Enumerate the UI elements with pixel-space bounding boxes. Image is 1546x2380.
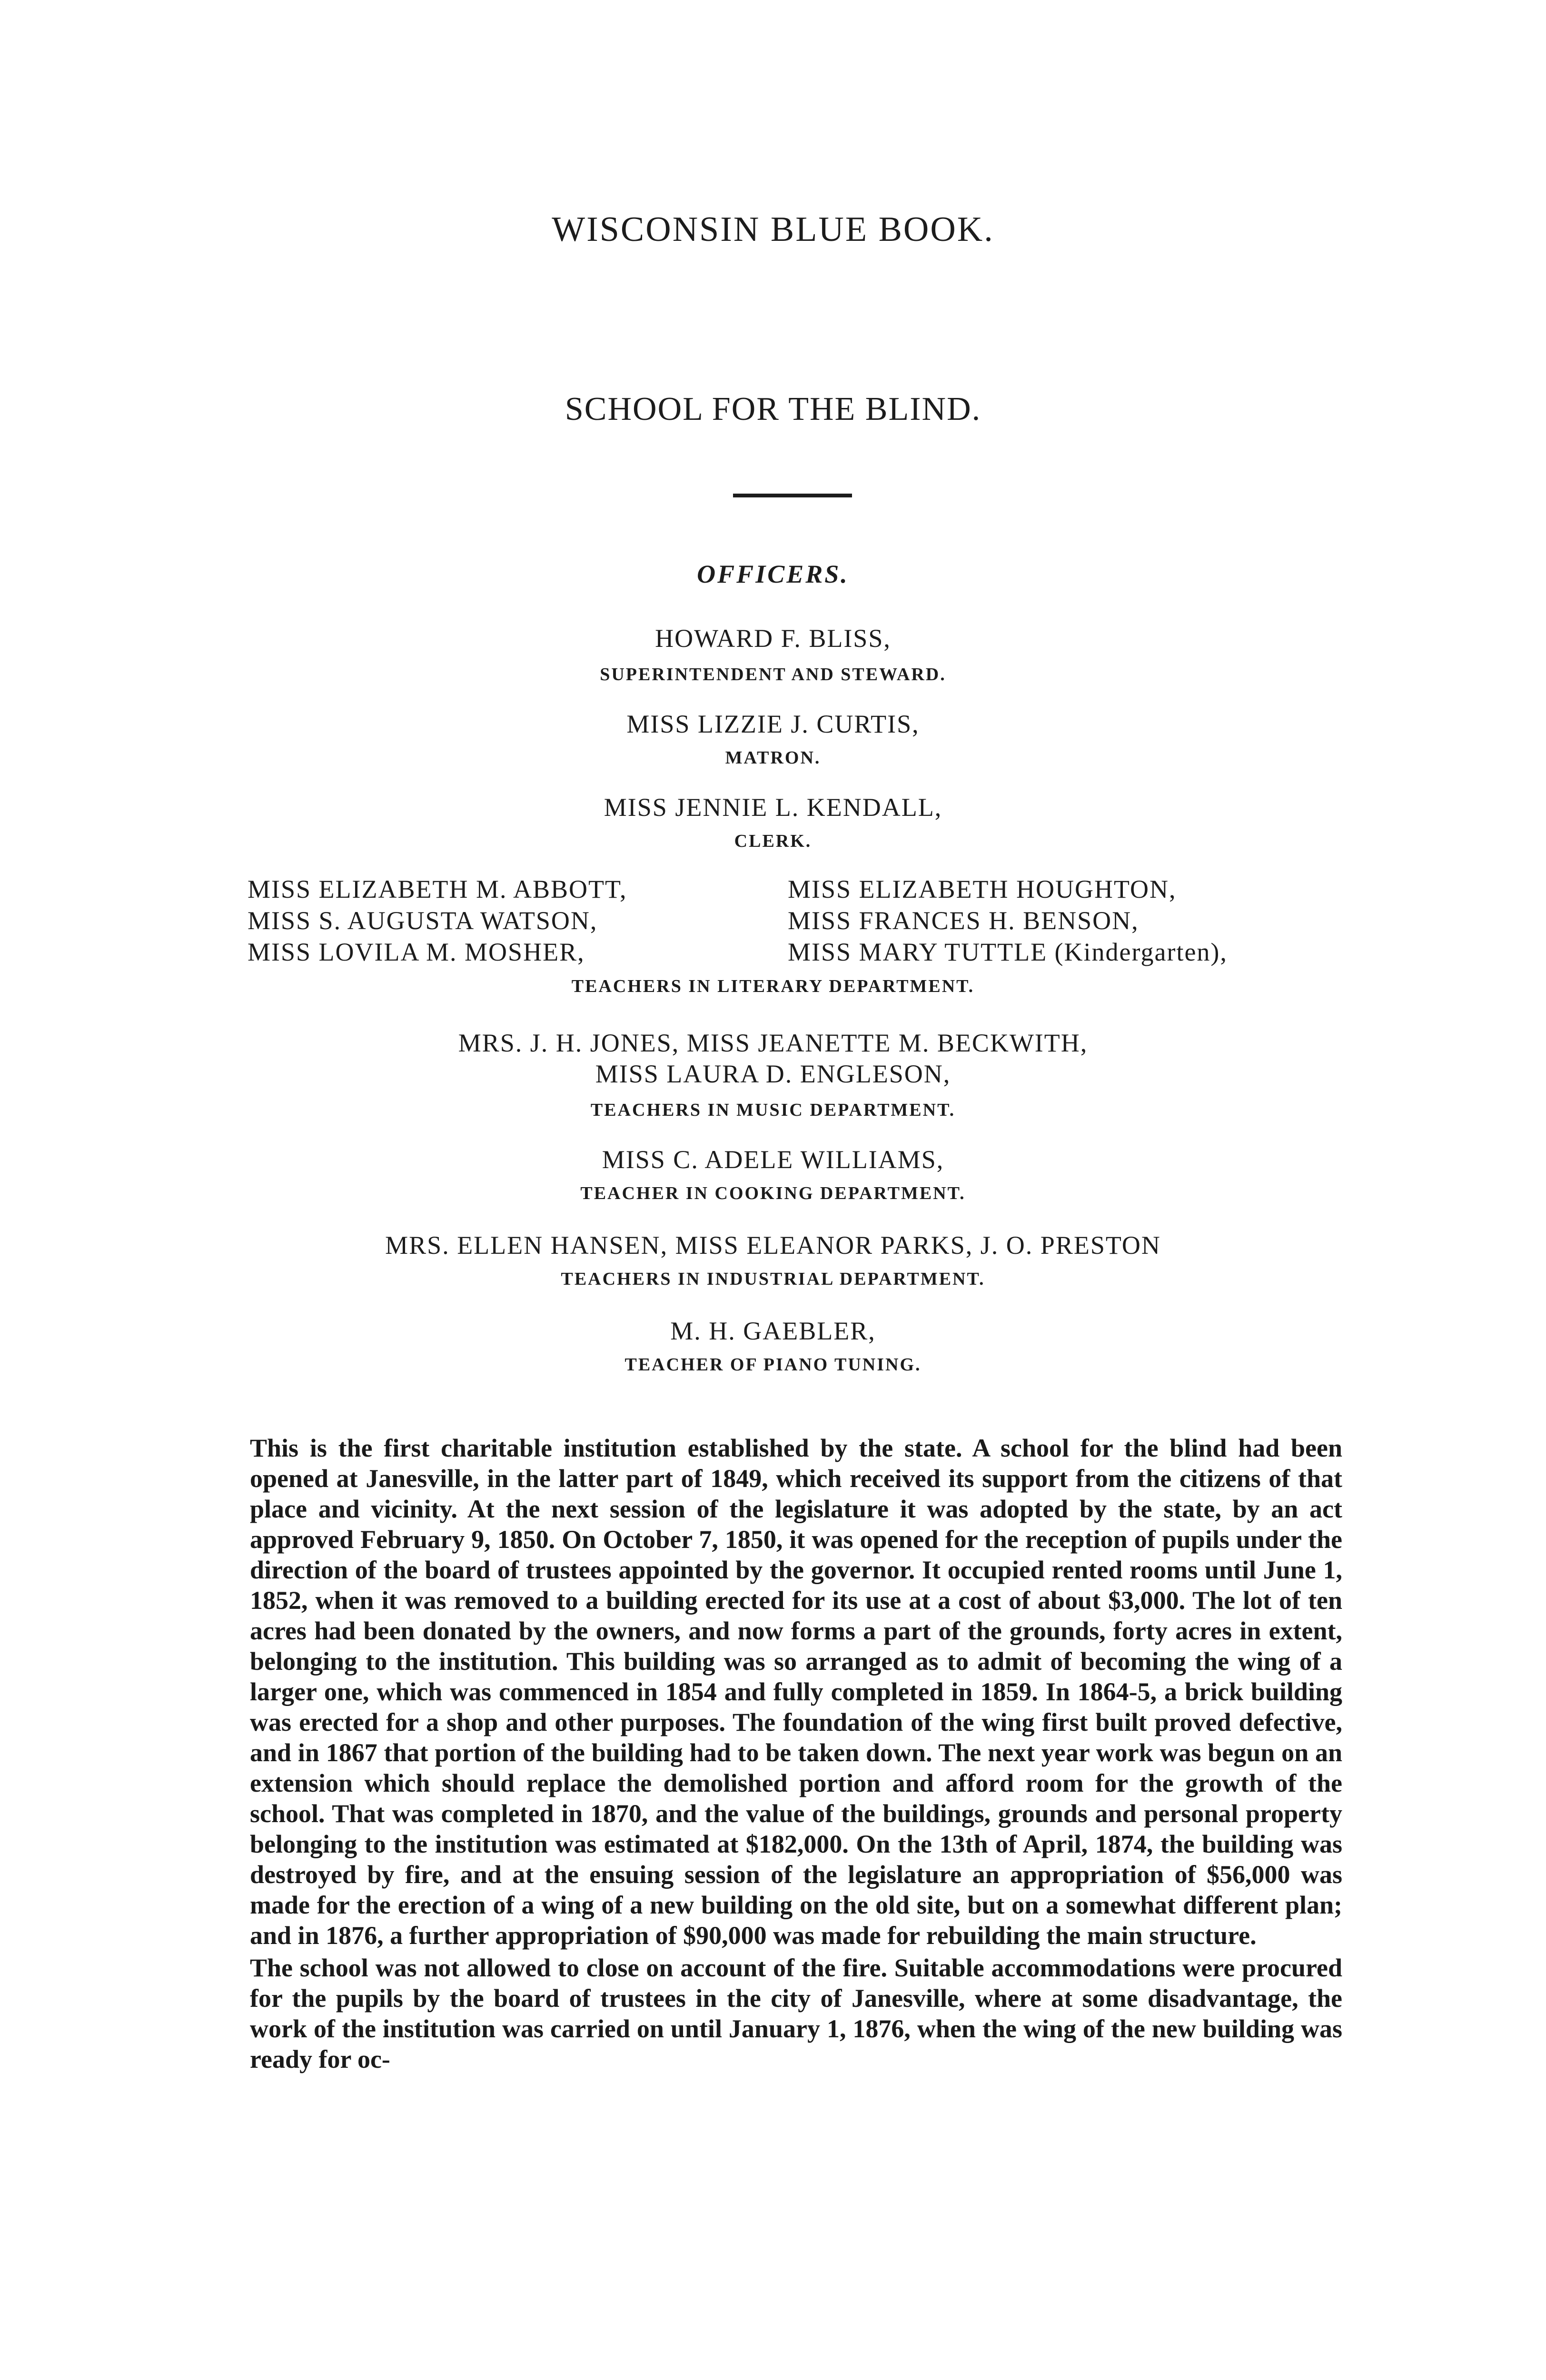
- music-teachers-line-1: MRS. J. H. JONES, MISS JEANETTE M. BECKWITH,: [458, 1029, 1088, 1057]
- officer-name: MISS LIZZIE J. CURTIS,: [626, 710, 920, 738]
- body-text: [250, 1433, 1342, 2074]
- officers-heading: OFFICERS.: [697, 560, 849, 588]
- industrial-teachers-role: TEACHERS IN INDUSTRIAL DEPARTMENT.: [561, 1269, 985, 1289]
- officer-role: MATRON.: [725, 748, 821, 768]
- teacher-name: MISS ELIZABETH M. ABBOTT,: [248, 875, 627, 903]
- cooking-teacher-role: TEACHER IN COOKING DEPARTMENT.: [580, 1183, 966, 1203]
- paragraph: The school was not allowed to close on account of the fire. Suitable accommodations were procured for the pupils by the board of trustees in the city of Janesville, where at some disadvantage, the work of the institution was carried on until January 1, 1876, when the wing of the new building was ready for oc-: [250, 1954, 1342, 2073]
- officer-name: MISS JENNIE L. KENDALL,: [604, 793, 942, 822]
- title-rule: [733, 494, 852, 497]
- officer-role: CLERK.: [734, 831, 812, 851]
- teacher-name: MISS LOVILA M. MOSHER,: [248, 938, 585, 966]
- cooking-teacher-name: MISS C. ADELE WILLIAMS,: [602, 1145, 944, 1174]
- literary-teachers-role: TEACHERS IN LITERARY DEPARTMENT.: [571, 976, 975, 996]
- teacher-name: MISS FRANCES H. BENSON,: [788, 906, 1139, 935]
- paragraph: This is the first charitable institution established by the state. A school for the blind had been opened at Janesville, in the latter part of 1849, which received its support from the citizens of that place and vicinity. At the next session of the legislature it was adopted by the state, by an act approved February 9, 1850. On October 7, 1850, it was opened for the reception of pupils under the direction of the board of trustees appointed by the governor. It occupied rented rooms until June 1, 1852, when it was removed to a building erected for its use at a cost of about $3,000. The lot of ten acres had been donated by the owners, and now forms a part of the grounds, forty acres in extent, belonging to the institution. This building was so arranged as to admit of becoming the wing of a larger one, which was commenced in 1854 and fully completed in 1859. In 1864-5, a brick building was erected for a shop and other purposes. The foundation of the wing first built proved defective, and in 1867 that portion of the building had to be taken down. The next year work was begun on an extension which should replace the demolished portion and afford room for the growth of the school. That was completed in 1870, and the value of the buildings, grounds and personal property belonging to the institution was estimated at $182,000. On the 13th of April, 1874, the building was destroyed by fire, and at the ensuing session of the legislature an appropriation of $56,000 was made for the erection of a wing of a new building on the old site, but on a somewhat different plan; and in 1876, a further appropriation of $90,000 was made for rebuilding the main structure.: [250, 1434, 1342, 1950]
- officer-name: HOWARD F. BLISS,: [655, 624, 891, 653]
- music-teachers-line-2: MISS LAURA D. ENGLESON,: [595, 1060, 951, 1088]
- teacher-name: MISS MARY TUTTLE (Kindergarten),: [788, 938, 1228, 966]
- teacher-name: MISS ELIZABETH HOUGHTON,: [788, 875, 1177, 903]
- piano-teacher-role: TEACHER OF PIANO TUNING.: [624, 1355, 922, 1375]
- literary-teachers-left-column: [248, 873, 627, 968]
- section-title: SCHOOL FOR THE BLIND.: [565, 391, 981, 427]
- piano-teacher-name: M. H. GAEBLER,: [670, 1317, 876, 1345]
- running-head: WISCONSIN BLUE BOOK.: [552, 210, 994, 249]
- teacher-name: MISS S. AUGUSTA WATSON,: [248, 906, 598, 935]
- literary-teachers-right-column: [788, 873, 1228, 968]
- industrial-teachers-names: MRS. ELLEN HANSEN, MISS ELEANOR PARKS, J. O. PRESTON: [385, 1231, 1161, 1259]
- officer-role: SUPERINTENDENT AND STEWARD.: [600, 664, 946, 684]
- music-teachers-role: TEACHERS IN MUSIC DEPARTMENT.: [590, 1100, 956, 1120]
